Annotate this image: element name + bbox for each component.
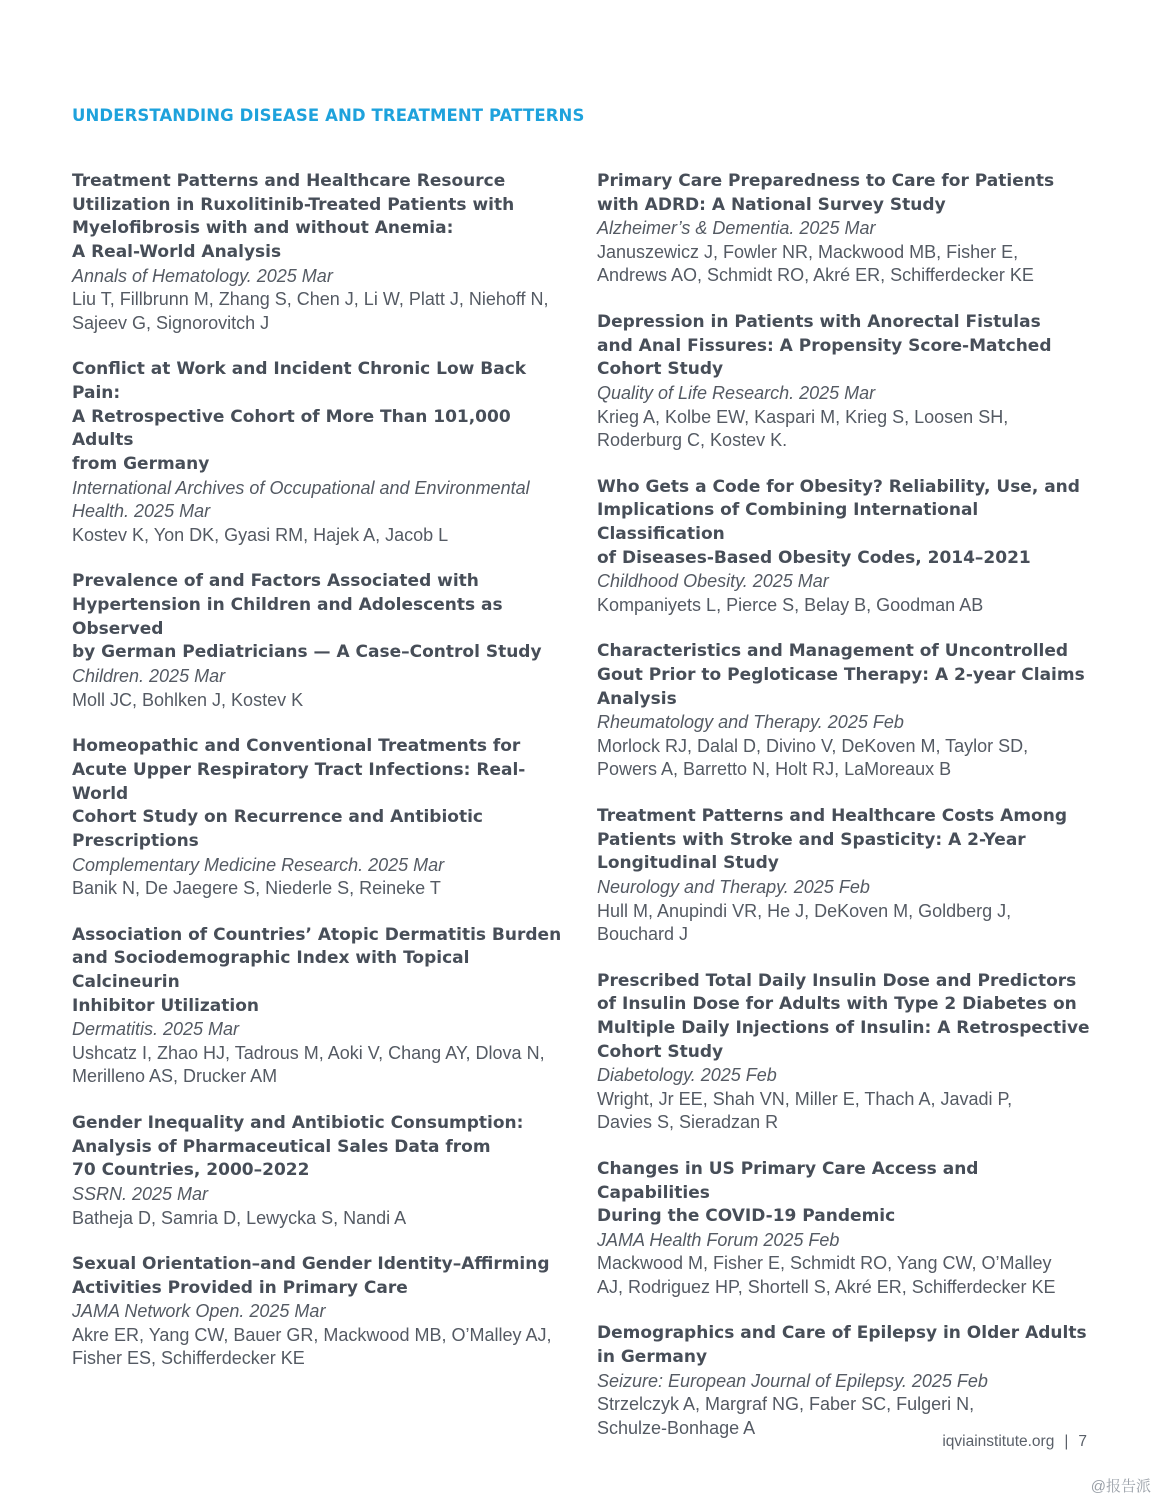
publication-authors: Ushcatz I, Zhao HJ, Tadrous M, Aoki V, Chang AY, Dlova N, Merilleno AS, Drucker AM	[72, 1042, 545, 1087]
publication-title: Prescribed Total Daily Insulin Dose and Predictors of Insulin Dose for Adults with Type 2 Diabetes on Multiple Daily Injections of Insulin: A Retrospective Cohort Study	[597, 970, 1090, 1062]
publication-journal: Children. 2025 Mar	[72, 666, 226, 687]
publication-journal: JAMA Health Forum 2025 Feb	[597, 1229, 840, 1250]
publication-title: Depression in Patients with Anorectal Fistulas and Anal Fissures: A Propensity Score-Matched Cohort Study	[597, 311, 1052, 380]
publication-entry	[72, 1253, 572, 1371]
publication-journal: Quality of Life Research. 2025 Mar	[597, 383, 876, 404]
publication-entry	[597, 805, 1097, 947]
publication-authors: Kompaniyets L, Pierce S, Belay B, Goodman AB	[597, 594, 984, 615]
publication-journal: Diabetology. 2025 Feb	[597, 1065, 777, 1086]
publication-authors: Akre ER, Yang CW, Bauer GR, Mackwood MB, O’Malley AJ, Fisher ES, Schifferdecker KE	[72, 1324, 552, 1369]
publication-entry	[597, 170, 1097, 288]
right-column	[597, 170, 1097, 1463]
publication-authors: Krieg A, Kolbe EW, Kaspari M, Krieg S, Loosen SH, Roderburg C, Kostev K.	[597, 406, 1009, 451]
publication-title: Association of Countries’ Atopic Dermatitis Burden and Sociodemographic Index with Topical Calcineurin Inhibitor Utilization	[72, 924, 562, 1016]
publication-journal: International Archives of Occupational and Environmental Health. 2025 Mar	[72, 477, 530, 522]
publication-entry	[597, 1322, 1097, 1440]
publication-journal: Alzheimer’s & Dementia. 2025 Mar	[597, 218, 876, 239]
publication-entry	[72, 570, 572, 712]
publication-journal: JAMA Network Open. 2025 Mar	[72, 1301, 326, 1322]
publication-authors: Liu T, Fillbrunn M, Zhang S, Chen J, Li W, Platt J, Niehoff N, Sajeev G, Signorovitch J	[72, 289, 549, 333]
publication-journal: Rheumatology and Therapy. 2025 Feb	[597, 712, 904, 733]
publication-title: Homeopathic and Conventional Treatments for Acute Upper Respiratory Tract Infections: Real-World Cohort Study on Recurrence and Antibiotic Prescriptions	[72, 736, 526, 851]
publication-title: Treatment Patterns and Healthcare Resource Utilization in Ruxolitinib-Treated Patients with Myelofibrosis with and without Anemia: A Real-World Analysis	[72, 171, 515, 263]
publication-entry	[597, 640, 1097, 782]
publication-authors: Strzelczyk A, Margraf NG, Faber SC, Fulgeri N, Schulze-Bonhage A	[597, 1394, 975, 1438]
publication-journal: Annals of Hematology. 2025 Mar	[72, 265, 333, 286]
publication-title: Changes in US Primary Care Access and Capabilities During the COVID-19 Pandemic	[597, 1158, 979, 1227]
publication-title: Who Gets a Code for Obesity? Reliability, Use, and Implications of Combining International Classification of Diseases-Based Obesity Codes, 2014–2021	[597, 476, 1080, 568]
publication-entry	[72, 1112, 572, 1230]
footer-separator: |	[1064, 1433, 1069, 1450]
publication-authors: Moll JC, Bohlken J, Kostev K	[72, 689, 304, 710]
publication-authors: Hull M, Anupindi VR, He J, DeKoven M, Goldberg J, Bouchard J	[597, 900, 1012, 945]
publication-authors: Januszewicz J, Fowler NR, Mackwood MB, Fisher E, Andrews AO, Schmidt RO, Akré ER, Schifferdecker KE	[597, 241, 1034, 286]
publication-title: Demographics and Care of Epilepsy in Older Adults in Germany	[597, 1323, 1087, 1368]
publication-title: Sexual Orientation–and Gender Identity–Affirming Activities Provided in Primary Care	[72, 1254, 550, 1298]
publication-entry	[72, 924, 572, 1089]
publication-authors: Mackwood M, Fisher E, Schmidt RO, Yang CW, O’Malley AJ, Rodriguez HP, Shortell S, Akré ER, Schifferdecker KE	[597, 1253, 1056, 1297]
publication-entry	[597, 311, 1097, 453]
publication-authors: Banik N, De Jaegere S, Niederle S, Reineke T	[72, 878, 441, 899]
section-heading: UNDERSTANDING DISEASE AND TREATMENT PATTERNS	[72, 106, 585, 125]
publication-title: Conflict at Work and Incident Chronic Low Back Pain: A Retrospective Cohort of More Than 101,000 Adults from Germany	[72, 359, 527, 475]
publication-entry	[72, 735, 572, 901]
publication-title: Characteristics and Management of Uncontrolled Gout Prior to Pegloticase Therapy: A 2-year Claims Analysis	[597, 641, 1085, 709]
publication-authors: Morlock RJ, Dalal D, Divino V, DeKoven M, Taylor SD, Powers A, Barretto N, Holt RJ, LaMoreaux B	[597, 735, 1029, 780]
watermark: @报告派	[1090, 1478, 1151, 1495]
publication-title: Primary Care Preparedness to Care for Patients with ADRD: A National Survey Study	[597, 171, 1055, 215]
page-footer	[942, 1433, 1087, 1451]
footer-website-link[interactable]: iqviainstitute.org	[942, 1433, 1055, 1450]
publication-title: Prevalence of and Factors Associated with Hypertension in Children and Adolescents as Observed by German Pediatricians — A Case–Control Study	[72, 571, 542, 663]
publication-authors: Wright, Jr EE, Shah VN, Miller E, Thach A, Javadi P, Davies S, Sieradzan R	[597, 1088, 1013, 1133]
publication-authors: Batheja D, Samria D, Lewycka S, Nandi A	[72, 1207, 407, 1228]
publication-entry	[72, 170, 572, 335]
publication-journal: Childhood Obesity. 2025 Mar	[597, 571, 829, 592]
publication-journal: Neurology and Therapy. 2025 Feb	[597, 877, 870, 898]
left-column	[72, 170, 572, 1394]
publication-title: Gender Inequality and Antibiotic Consumption: Analysis of Pharmaceutical Sales Data from 70 Countries, 2000–2022	[72, 1112, 524, 1181]
publication-entry	[72, 358, 572, 547]
publication-entry	[597, 1158, 1097, 1300]
publication-journal: Seizure: European Journal of Epilepsy. 2025 Feb	[597, 1370, 988, 1391]
publication-title: Treatment Patterns and Healthcare Costs Among Patients with Stroke and Spasticity: A 2-Year Longitudinal Study	[597, 805, 1067, 874]
publication-entry	[597, 476, 1097, 618]
publication-journal: Complementary Medicine Research. 2025 Mar	[72, 854, 445, 875]
publication-journal: SSRN. 2025 Mar	[72, 1184, 209, 1205]
page-number: 7	[1078, 1433, 1087, 1450]
publication-authors: Kostev K, Yon DK, Gyasi RM, Hajek A, Jacob L	[72, 524, 449, 545]
publication-journal: Dermatitis. 2025 Mar	[72, 1019, 240, 1040]
publication-entry	[597, 970, 1097, 1135]
